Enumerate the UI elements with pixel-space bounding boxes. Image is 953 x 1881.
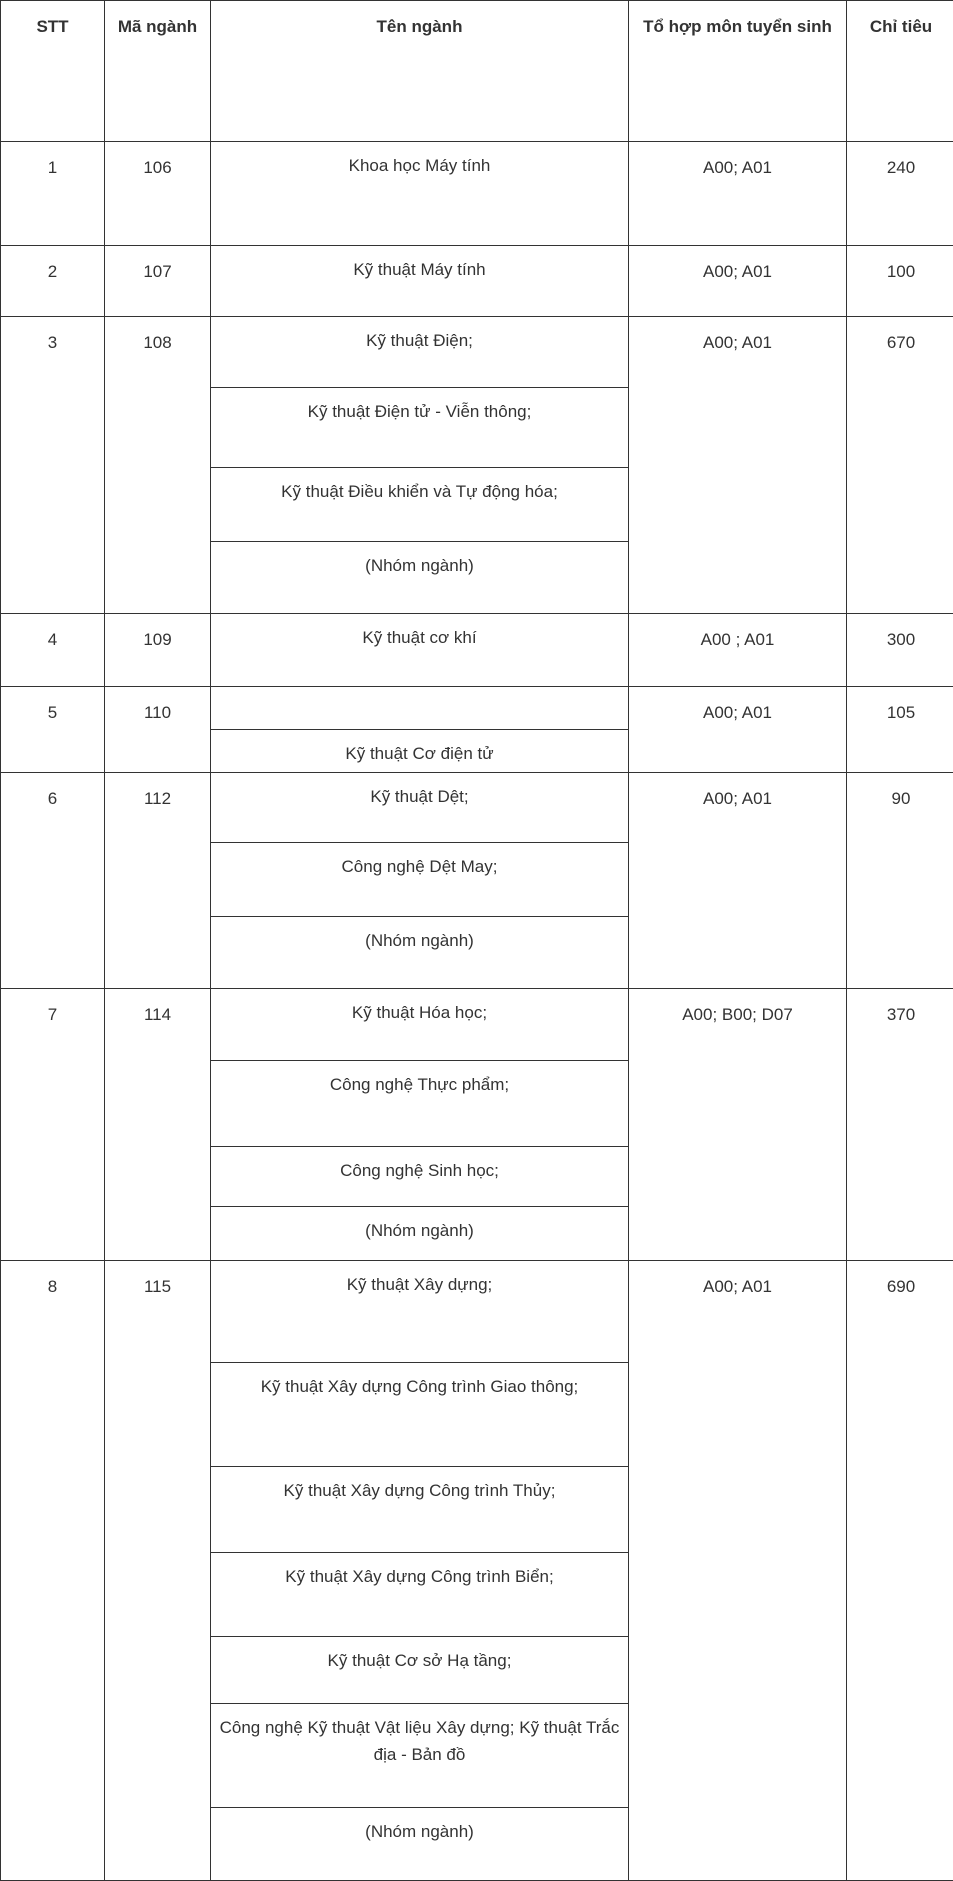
row-code: 110 [105, 687, 211, 773]
table-body [1, 142, 953, 1881]
row-major-name: Kỹ thuật Xây dựng Công trình Biển; [211, 1553, 629, 1637]
row-major-name: Kỹ thuật Xây dựng; [211, 1261, 629, 1363]
header-subjects: Tổ hợp môn tuyển sinh [629, 1, 847, 142]
table-row [1, 142, 953, 246]
row-subjects: A00; A01 [629, 246, 847, 317]
row-major-name: (Nhóm ngành) [211, 1808, 629, 1881]
row-major-name: Kỹ thuật Điều khiển và Tự động hóa; [211, 468, 629, 542]
row-code: 107 [105, 246, 211, 317]
row-quota: 90 [847, 773, 953, 989]
table-row [1, 614, 953, 687]
table-row [1, 1261, 953, 1363]
row-stt: 1 [1, 142, 105, 246]
row-major-name: Kỹ thuật Hóa học; [211, 989, 629, 1061]
row-quota: 100 [847, 246, 953, 317]
row-major-name: Kỹ thuật cơ khí [211, 614, 629, 687]
row-major-name: Khoa học Máy tính [211, 142, 629, 246]
table-header-row [1, 1, 953, 142]
header-name: Tên ngành [211, 1, 629, 142]
row-stt: 4 [1, 614, 105, 687]
table-row [1, 317, 953, 388]
row-subjects: A00; A01 [629, 687, 847, 773]
row-major-name: Kỹ thuật Cơ sở Hạ tầng; [211, 1637, 629, 1704]
row-major-name: Kỹ thuật Điện; [211, 317, 629, 388]
row-stt: 6 [1, 773, 105, 989]
row-code: 112 [105, 773, 211, 989]
row-code: 108 [105, 317, 211, 614]
row-quota: 370 [847, 989, 953, 1261]
row-code: 106 [105, 142, 211, 246]
row-subjects: A00; A01 [629, 773, 847, 989]
header-stt: STT [1, 1, 105, 142]
row-major-name [211, 687, 629, 730]
row-major-name: (Nhóm ngành) [211, 1207, 629, 1261]
row-major-name: Kỹ thuật Cơ điện tử [211, 730, 629, 773]
table-row [1, 687, 953, 730]
row-major-name: Công nghệ Thực phẩm; [211, 1061, 629, 1147]
row-major-name: Kỹ thuật Dệt; [211, 773, 629, 843]
row-subjects: A00 ; A01 [629, 614, 847, 687]
row-quota: 300 [847, 614, 953, 687]
row-stt: 2 [1, 246, 105, 317]
row-quota: 240 [847, 142, 953, 246]
row-stt: 8 [1, 1261, 105, 1881]
row-major-name: Công nghệ Kỹ thuật Vật liệu Xây dựng; Kỹ thuật Trắc địa - Bản đồ [211, 1704, 629, 1808]
row-major-name: Công nghệ Sinh học; [211, 1147, 629, 1207]
row-subjects: A00; A01 [629, 142, 847, 246]
row-subjects: A00; A01 [629, 1261, 847, 1881]
row-major-name: Kỹ thuật Xây dựng Công trình Giao thông; [211, 1363, 629, 1467]
row-stt: 3 [1, 317, 105, 614]
row-major-name: Công nghệ Dệt May; [211, 843, 629, 917]
row-subjects: A00; A01 [629, 317, 847, 614]
header-code: Mã ngành [105, 1, 211, 142]
row-major-name: Kỹ thuật Điện tử - Viễn thông; [211, 388, 629, 468]
row-major-name: Kỹ thuật Xây dựng Công trình Thủy; [211, 1467, 629, 1553]
table-row [1, 773, 953, 843]
row-major-name: Kỹ thuật Máy tính [211, 246, 629, 317]
row-quota: 105 [847, 687, 953, 773]
row-code: 114 [105, 989, 211, 1261]
row-code: 109 [105, 614, 211, 687]
table-row [1, 246, 953, 317]
row-quota: 690 [847, 1261, 953, 1881]
table-row [1, 989, 953, 1061]
row-quota: 670 [847, 317, 953, 614]
row-major-name: (Nhóm ngành) [211, 917, 629, 989]
row-major-name: (Nhóm ngành) [211, 542, 629, 614]
row-stt: 7 [1, 989, 105, 1261]
row-subjects: A00; B00; D07 [629, 989, 847, 1261]
row-stt: 5 [1, 687, 105, 773]
row-code: 115 [105, 1261, 211, 1881]
header-quota: Chỉ tiêu [847, 1, 953, 142]
